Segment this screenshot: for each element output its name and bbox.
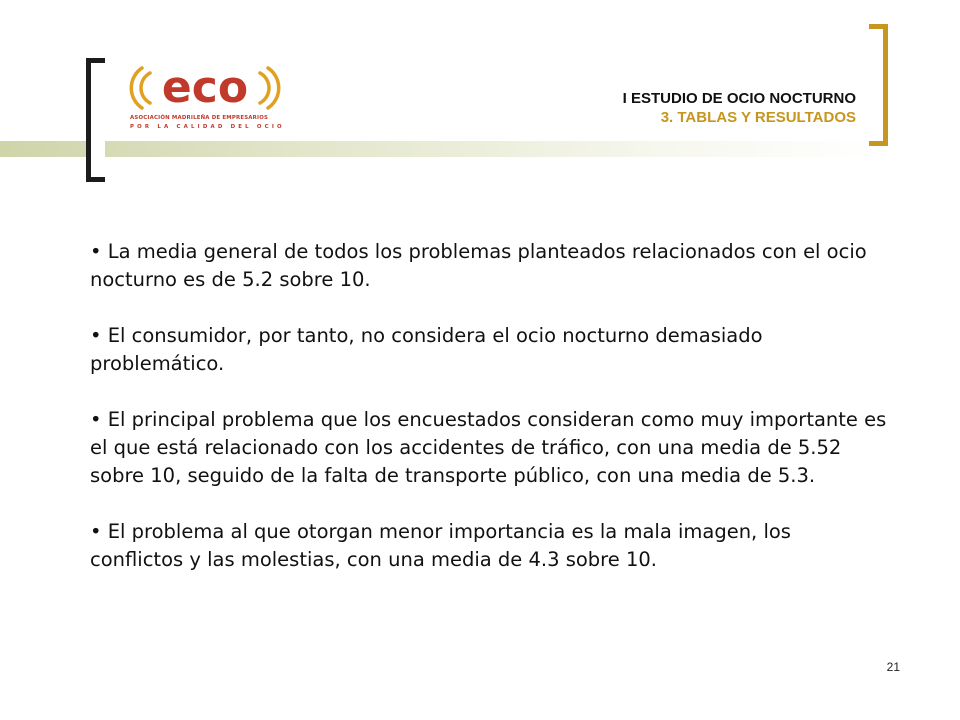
bullet-marker: •: [90, 408, 102, 431]
bullet-paragraph: [90, 518, 890, 574]
bullet-paragraph: [90, 238, 890, 294]
right-bracket-decoration: [869, 24, 888, 146]
bullet-marker: •: [90, 520, 102, 543]
header-band: [0, 141, 880, 157]
paragraph-text: La media general de todos los problemas planteados relacionados con el ocio nocturno es de 5.2 sobre 10.: [90, 240, 867, 291]
eco-logo-graphic: [120, 60, 288, 116]
left-bracket-decoration: [86, 58, 105, 182]
eco-logo-wordmark: eco: [161, 62, 249, 113]
eco-logo: [120, 60, 288, 136]
paragraph-text: El principal problema que los encuestados consideran como muy importante es el que está relacionado con los accidentes de tráfico, con una media de 5.52 sobre 10, seguido de la falta de transporte público, con una media de 5.3.: [90, 408, 887, 487]
logo-tagline-line1: ASOCIACIÓN MADRILEÑA DE EMPRESARIOS: [130, 115, 269, 121]
bullet-marker: •: [90, 324, 102, 347]
logo-tagline-line2: POR LA CALIDAD DEL OCIO: [130, 124, 285, 130]
slide-content: [90, 238, 890, 574]
page-number: 21: [886, 660, 900, 674]
slide-title: I ESTUDIO DE OCIO NOCTURNO: [622, 90, 856, 107]
bullet-marker: •: [90, 240, 102, 263]
bullet-paragraph: [90, 406, 890, 490]
slide-subtitle: 3. TABLAS Y RESULTADOS: [660, 109, 856, 126]
paragraph-text: El problema al que otorgan menor importancia es la mala imagen, los conflictos y las molestias, con una media de 4.3 sobre 10.: [90, 520, 791, 571]
bullet-paragraph: [90, 322, 890, 378]
slide-header: [623, 89, 856, 127]
paragraph-text: El consumidor, por tanto, no considera el ocio nocturno demasiado problemático.: [90, 324, 763, 375]
